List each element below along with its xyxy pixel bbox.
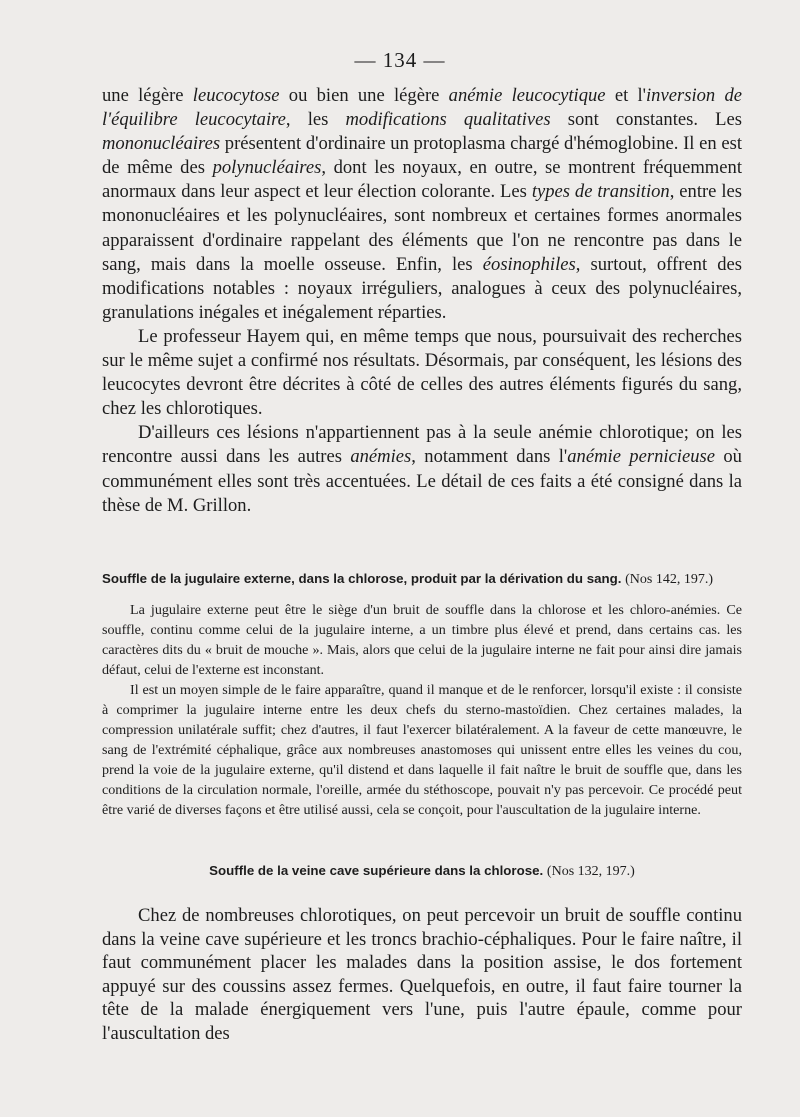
italic-term: modifications qualitatives [345,109,551,131]
section-body-jugulaire [102,600,742,820]
section-body-veine-cave [102,904,742,1045]
text-run: , notamment dans l' [411,446,568,468]
section-title-jugulaire [102,570,742,589]
intro-paragraph [102,84,742,325]
section-title-veine-cave [102,862,742,881]
italic-term: inversion de l'équilibre leucocytaire [102,85,743,131]
italic-term: anémie leucocytique [448,85,606,106]
italic-term: anémies [350,446,412,468]
italic-term: éosinophiles [482,253,576,275]
text-run: , entre les mononucléaires et les polynucléaires, sont nombreux et certaines formes anormales apparaissent d'ordinaire rappelant des éléments que l'on ne rencontre pas dans le sang, mais dans la moelle osseuse. Enfin, les [102,181,742,275]
italic-term: types de transition [531,181,670,203]
italic-term: leucocytose [192,85,280,106]
paragraph-anemies [102,421,742,517]
italic-term: anémie pernicieuse [567,446,716,468]
text-run: où communément elles sont très accentuées. Le détail de ces faits a été consigné dans la thèse de M. Grillon. [102,446,742,516]
section-title-text: Souffle de la veine cave supérieure dans la chlorose. [209,863,544,878]
page-number: — 134 — [354,48,446,72]
italic-term: polynucléaires [212,157,322,179]
section-title-text: Souffle de la jugulaire externe, dans la chlorose, produit par la dérivation du sang. [102,571,622,586]
paragraph-hayem: Le professeur Hayem qui, en même temps que nous, poursuivait des recherches sur le même sujet a confirmé nos résultats. Désormais, par conséquent, les lésions des leucocytes devront être décrites à côté de celles des autres éléments figurés du sang, chez les chlorotiques. [102,325,742,420]
text-run: , dont les noyaux, en outre, se montrent fréquemment anormaux dans leur aspect et leur élection colorante. Les [102,157,742,203]
section-paragraph: Chez de nombreuses chlorotiques, on peut percevoir un bruit de souffle continu dans la veine cave supérieure et les troncs brachio-céphaliques. Pour le faire naître, il faut communément placer les malades dans la position assise, le dos fortement appuyé sur des coussins assez fermes. Quelquefois, en outre, il faut faire tourner la tête de la malade énergiquement vers l'une, puis l'autre épaule, comme pour l'auscultation des [102,905,742,1044]
section-paragraph: Il est un moyen simple de le faire apparaître, quand il manque et de le renforcer, lorsqu'il existe : il consiste à comprimer la jugulaire interne entre les deux chefs du sterno-mastoïdien. Chez certaines malades, la compression unilatérale suffit; chez d'autres, il faut l'exercer bilatéralement. A la faveur de cette manœuvre, le sang de l'extrémité céphalique, grâce aux nombreuses anastomoses qui unissent entre elles les veines du cou, prend la voie de la jugulaire externe, qu'il distend et dans laquelle il fait naître le bruit de souffle que, dans les conditions de la circulation normale, l'oreille, armée du stéthoscope, pouvait n'y pas percevoir. Ce procédé peut être varié de diverses façons et être utilisé aussi, cela se conçoit, pour l'auscultation de la jugulaire interne. [102,682,742,818]
text-run: ou bien une légère [279,85,449,106]
section-reference: (Nos 142, 197.) [625,572,714,587]
section-paragraph: La jugulaire externe peut être le siège d'un bruit de souffle dans la chlorose et les chloro-anémies. Ce souffle, continu comme celui de la jugulaire interne, a un timbre plus élevé et prend, dans certains cas. les caractères dits du « bruit de mouche ». Mais, alors que celui de la jugulaire interne ne fait pour ainsi dire jamais défaut, celui de l'externe est inconstant. [102,602,742,678]
text-run: présentent d'ordinaire un protoplasma chargé d'hémoglobine. Il en est de même des [102,133,742,179]
italic-term: mononucléaires [102,133,221,155]
text-run: sont constantes. Les [550,109,742,131]
text-run: et l' [605,85,647,106]
text-run: , surtout, offrent des modifications notables : noyaux irréguliers, analogues à ceux des polynucléaires, granulations inégales et inégalement réparties. [102,253,742,323]
text-run: une légère [102,85,193,106]
text-run: , les [285,109,346,131]
main-text [102,84,742,518]
section-reference: (Nos 132, 197.) [546,864,635,879]
text-run: D'ailleurs ces lésions n'appartiennent pas à la seule anémie chlorotique; on les rencontre aussi dans les autres [102,422,742,468]
